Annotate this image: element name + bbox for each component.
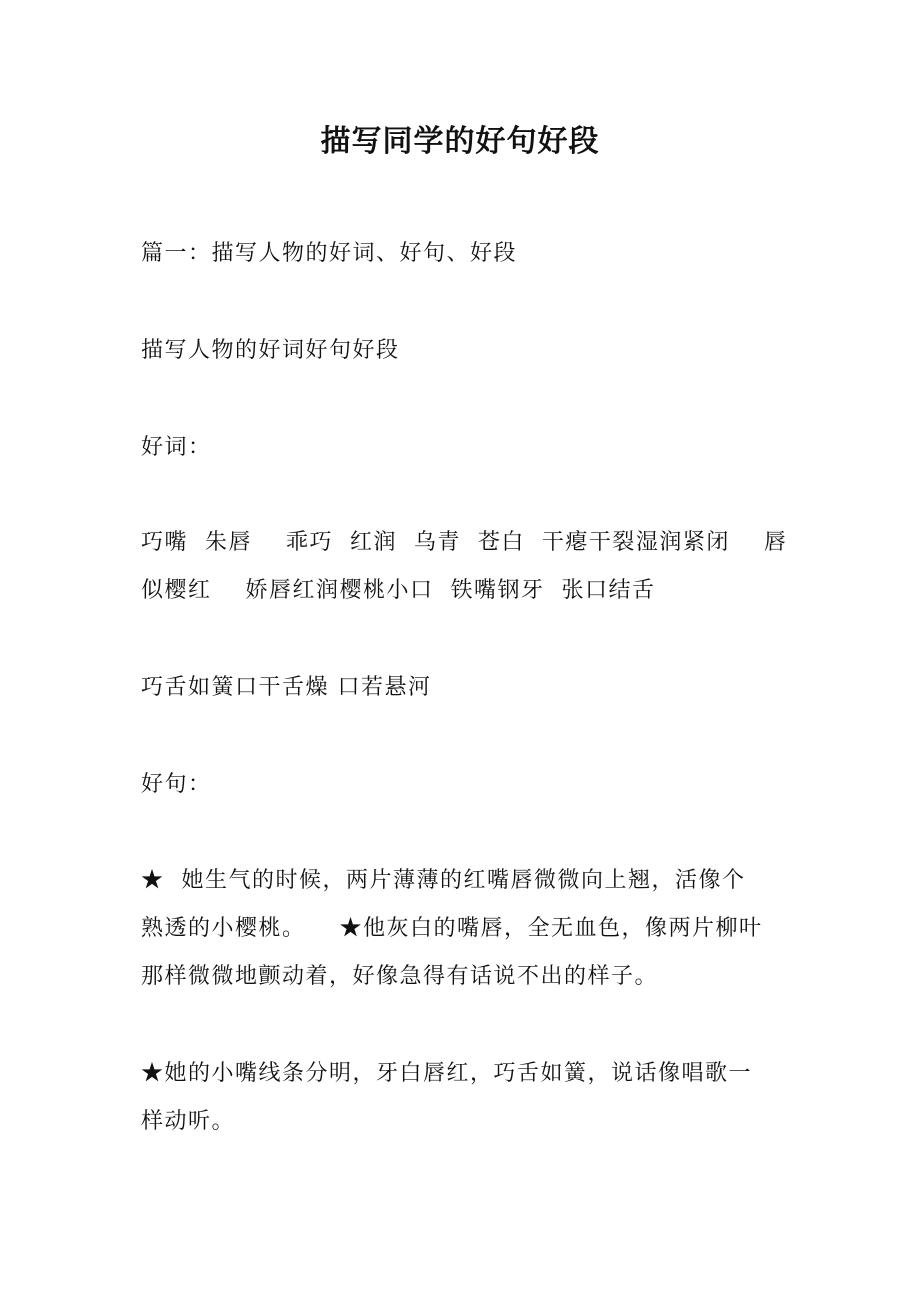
good-sentences-paragraph-1 <box>141 857 786 1001</box>
sentence-line: ★ 她生气的时候，两片薄薄的红嘴唇微微向上翘，活像个 <box>141 868 746 893</box>
good-words-label: 好词： <box>141 435 212 460</box>
good-sentences-label: 好句： <box>141 772 212 797</box>
sentence-line: ★她的小嘴线条分明，牙白唇红，巧舌如簧，说话像唱歌一 <box>141 1061 753 1086</box>
subheading: 描写人物的好词好句好段 <box>141 338 400 363</box>
document-title: 描写同学的好句好段 <box>320 124 600 159</box>
good-words-line: 巧嘴 朱唇 乖巧 红润 乌青 苍白 干瘪干裂湿润紧闭 唇 <box>141 530 788 555</box>
good-words-line: 似樱红 娇唇红润樱桃小口 铁嘴钢牙 张口结舌 <box>141 578 656 603</box>
good-sentences-paragraph-2 <box>141 1050 786 1146</box>
good-words-paragraph-2: 巧舌如簧口干舌燥 口若悬河 <box>141 675 432 700</box>
sentence-line: 那样微微地颤动着，好像急得有话说不出的样子。 <box>141 964 659 989</box>
sentence-line: 熟透的小樱桃。 ★他灰白的嘴唇，全无血色，像两片柳叶 <box>141 916 763 941</box>
sentence-line: 样动听。 <box>141 1109 236 1134</box>
section-heading: 篇一：描写人物的好词、好句、好段 <box>141 241 518 266</box>
good-words-paragraph <box>141 519 786 615</box>
